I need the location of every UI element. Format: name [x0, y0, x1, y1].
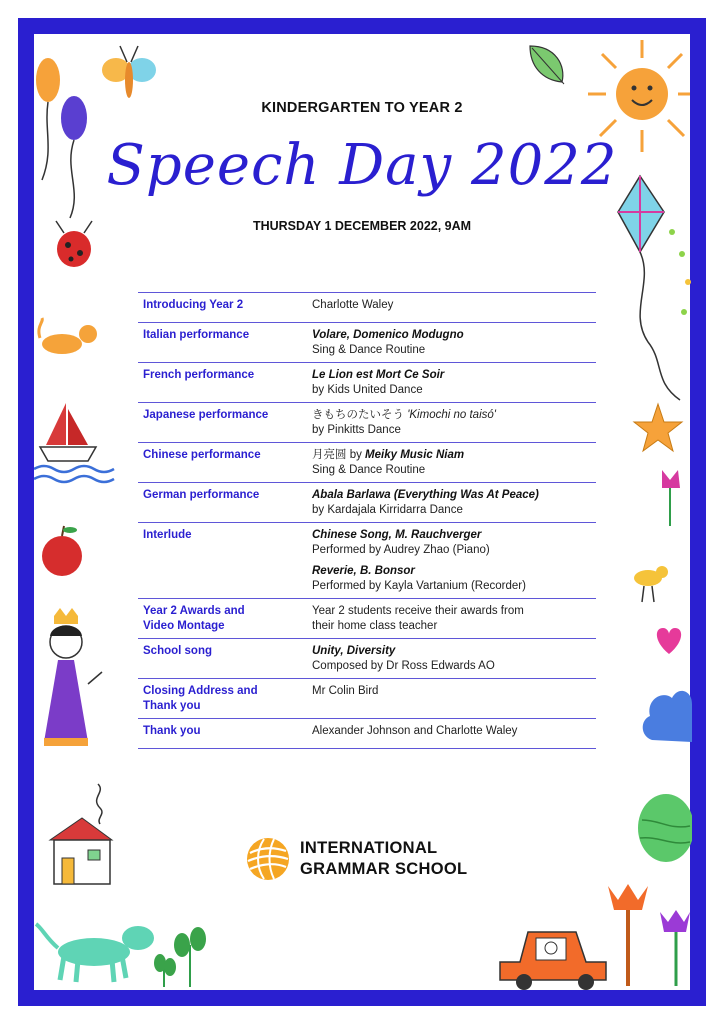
- program-item-label: Chinese performance: [143, 449, 261, 461]
- house-drawing: [46, 780, 118, 890]
- program-row: [138, 293, 596, 323]
- detail-title: Volare, Domenico Modugno: [312, 329, 464, 341]
- detail-title-line: [312, 408, 596, 423]
- label-line: Thank you: [143, 700, 201, 712]
- detail-title: Abala Barlawa (Everything Was At Peace): [312, 489, 539, 501]
- apple-drawing: [38, 520, 88, 580]
- detail-line: Mr Colin Bird: [312, 685, 379, 697]
- program-item-details: [312, 488, 596, 518]
- detail-title: 'Kimochi no taisó': [404, 409, 496, 421]
- program-item-details: [312, 644, 596, 674]
- program-item-label: [138, 604, 312, 634]
- program-item-label: [138, 684, 312, 714]
- school-logo: [246, 837, 467, 881]
- label-line: Closing Address and: [143, 685, 258, 697]
- detail-title-line: [312, 448, 596, 463]
- kite-drawing: [614, 172, 700, 402]
- heart-drawing: [652, 624, 686, 656]
- event-title: Speech Day 2022: [106, 133, 618, 198]
- program-row: [138, 403, 596, 443]
- event-date: THURSDAY 1 DECEMBER 2022, 9AM: [252, 219, 472, 233]
- dog-drawing: [34, 908, 164, 988]
- star-drawing: [632, 402, 684, 454]
- program-item-details: [312, 328, 596, 358]
- program-row: [138, 523, 596, 599]
- detail-title: Le Lion est Mort Ce Soir: [312, 369, 445, 381]
- princess-drawing: [38, 606, 108, 772]
- label-line: Year 2 Awards and: [143, 605, 245, 617]
- program-row: [138, 483, 596, 523]
- program-row: [138, 363, 596, 403]
- program-item-details: [312, 528, 596, 594]
- detail-prefix: きもちのたいそう: [312, 409, 404, 421]
- program-item-label: Thank you: [143, 725, 201, 737]
- flowers-drawing: [604, 876, 692, 990]
- program-item-details: [312, 724, 596, 744]
- program-row: [138, 719, 596, 749]
- car-drawing: [494, 918, 614, 992]
- program-item-details: [312, 684, 596, 714]
- program-item-details: [312, 298, 596, 318]
- detail-line: Sing & Dance Routine: [312, 344, 426, 356]
- detail-title: Reverie, B. Bonsor: [312, 565, 415, 577]
- detail-line: Charlotte Waley: [312, 299, 394, 311]
- detail-prefix: 月亮圆 by: [312, 449, 366, 461]
- detail-line: Sing & Dance Routine: [312, 464, 426, 476]
- program-row: [138, 323, 596, 363]
- sailboat-drawing: [34, 395, 124, 490]
- plants-drawing: [150, 925, 230, 987]
- detail-title: Chinese Song, M. Rauchverger: [312, 529, 482, 541]
- program-row: [138, 639, 596, 679]
- event-subtitle: KINDERGARTEN TO YEAR 2: [261, 100, 463, 116]
- detail-line: Year 2 students receive their awards from: [312, 605, 524, 617]
- cloud-drawing: [640, 680, 692, 750]
- globe-logo-icon: [246, 837, 290, 881]
- detail-line: by Pinkitts Dance: [312, 424, 401, 436]
- program-item-details: [312, 604, 596, 634]
- cat-drawing: [36, 316, 102, 362]
- program-item-details: [312, 368, 596, 398]
- detail-line: their home class teacher: [312, 620, 438, 632]
- bird-drawing: [626, 560, 672, 604]
- detail-title: Unity, Diversity: [312, 645, 396, 657]
- program-item-details: [312, 448, 596, 478]
- program-table: [138, 292, 596, 749]
- program-item-label: French performance: [143, 369, 255, 381]
- detail-line: by Kids United Dance: [312, 384, 423, 396]
- program-item-label: Japanese performance: [143, 409, 269, 421]
- program-item-label: School song: [143, 645, 212, 657]
- detail-line: Alexander Johnson and Charlotte Waley: [312, 725, 518, 737]
- program-item-label: Interlude: [143, 529, 192, 541]
- program-row: [138, 443, 596, 483]
- logo-text: [300, 838, 467, 880]
- detail-line: by Kardajala Kirridarra Dance: [312, 504, 463, 516]
- logo-line: INTERNATIONAL: [300, 839, 438, 857]
- detail-title: Meiky Music Niam: [365, 449, 465, 461]
- tree-drawing: [630, 790, 692, 878]
- program-item-details: [312, 408, 596, 438]
- program-row: [138, 599, 596, 639]
- detail-line: Performed by Audrey Zhao (Piano): [312, 544, 490, 556]
- logo-line: GRAMMAR SCHOOL: [300, 860, 468, 878]
- program-item-label: Introducing Year 2: [143, 299, 244, 311]
- program-item-label: Italian performance: [143, 329, 250, 341]
- program-item-label: German performance: [143, 489, 260, 501]
- tulips-drawing: [656, 466, 692, 528]
- program-row: [138, 679, 596, 719]
- leaf-drawing: [526, 42, 570, 88]
- detail-line: Performed by Kayla Vartanium (Recorder): [312, 580, 526, 592]
- label-line: Video Montage: [143, 620, 225, 632]
- detail-line: Composed by Dr Ross Edwards AO: [312, 660, 495, 672]
